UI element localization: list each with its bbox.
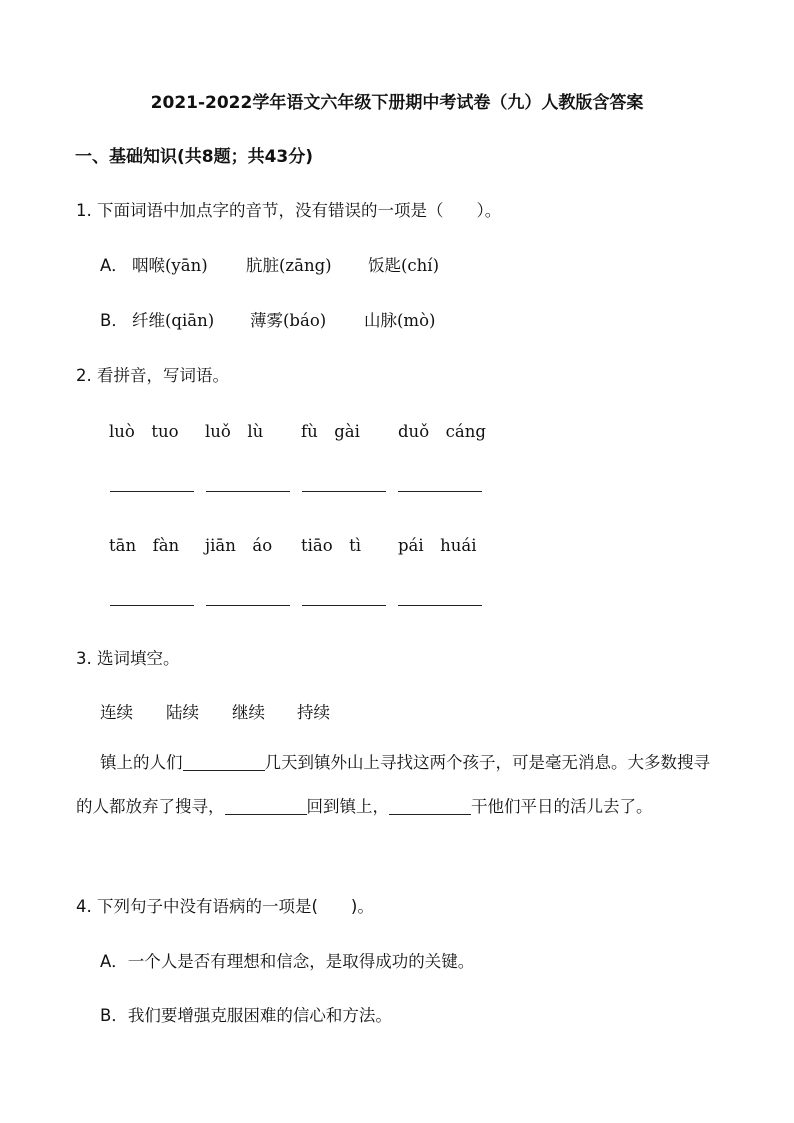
page-title: 2021-2022学年语文六年级下册期中考试卷（九）人教版含答案 bbox=[150, 93, 644, 113]
pinyin-item: tān fàn bbox=[109, 536, 180, 555]
fill-blank[interactable] bbox=[225, 798, 307, 815]
para-text: 回到镇上， bbox=[306, 797, 389, 816]
pinyin-item: pái huái bbox=[398, 536, 477, 555]
answer-blank[interactable] bbox=[398, 605, 482, 606]
question-2-stem: 2. 看拼音，写词语。 bbox=[76, 366, 229, 385]
pinyin-item: duǒ cáng bbox=[398, 422, 486, 441]
fill-blank[interactable] bbox=[183, 754, 265, 771]
option-label: B． bbox=[100, 311, 128, 330]
answer-blank[interactable] bbox=[110, 491, 194, 492]
question-4-option-b: B．我们要增强克服困难的信心和方法。 bbox=[100, 1006, 392, 1025]
answer-blank[interactable] bbox=[398, 491, 482, 492]
question-3-stem: 3. 选词填空。 bbox=[76, 649, 180, 668]
answer-blank[interactable] bbox=[206, 491, 290, 492]
question-1-stem: 1. 下面词语中加点字的音节，没有错误的一项是（ ）。 bbox=[76, 201, 502, 220]
question-4-option-a: A．一个人是否有理想和信念，是取得成功的关键。 bbox=[100, 952, 475, 971]
para-text: 几天到镇外山上寻找这两个孩子，可是毫无消息。大多数搜寻的人都放弃了搜寻， bbox=[76, 753, 710, 816]
pinyin-item: fù gài bbox=[301, 422, 360, 441]
word-choice: 陆续 bbox=[166, 703, 199, 722]
word-choice: 连续 bbox=[100, 703, 133, 722]
answer-blank[interactable] bbox=[302, 605, 386, 606]
pinyin-item: jiān áo bbox=[205, 536, 273, 555]
pinyin-item: luò tuo bbox=[109, 422, 179, 441]
word-choice: 持续 bbox=[297, 703, 330, 722]
pinyin-item: tiāo tì bbox=[301, 536, 362, 555]
option-item: 纤维(qiān) bbox=[132, 311, 215, 330]
option-label: A． bbox=[100, 256, 128, 275]
section-heading: 一、基础知识(共8题；共43分) bbox=[75, 147, 314, 167]
pinyin-item: luǒ lù bbox=[205, 422, 264, 441]
para-text: 镇上的人们 bbox=[100, 753, 183, 772]
answer-blank[interactable] bbox=[302, 491, 386, 492]
word-choice: 继续 bbox=[232, 703, 265, 722]
para-text: 干他们平日的活儿去了。 bbox=[471, 797, 653, 816]
answer-blank[interactable] bbox=[206, 605, 290, 606]
option-item: 山脉(mò) bbox=[364, 311, 436, 330]
option-item: 咽喉(yān) bbox=[132, 256, 208, 275]
option-item: 肮脏(zāng) bbox=[246, 256, 332, 275]
question-4-stem: 4. 下列句子中没有语病的一项是( )。 bbox=[76, 897, 374, 916]
answer-blank[interactable] bbox=[110, 605, 194, 606]
option-item: 饭匙(chí) bbox=[368, 256, 440, 275]
option-item: 薄雾(báo) bbox=[250, 311, 327, 330]
fill-in-paragraph bbox=[76, 741, 716, 829]
fill-blank[interactable] bbox=[389, 798, 471, 815]
